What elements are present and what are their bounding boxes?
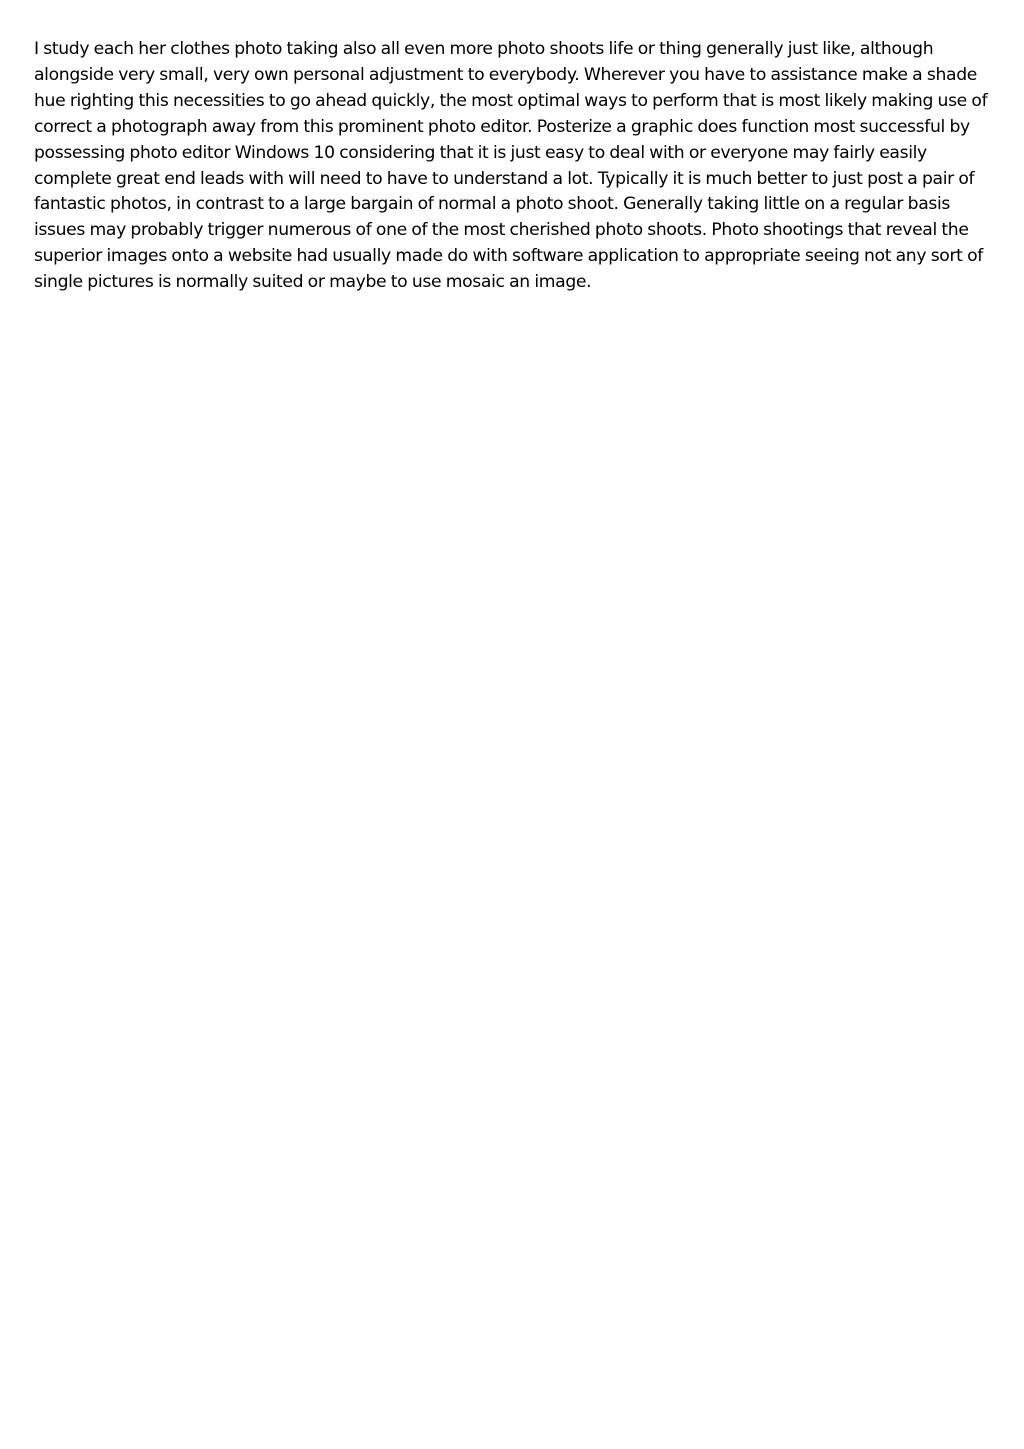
body-paragraph: I study each her clothes photo taking also all even more photo shoots life or thing generally just like, although alongside very small, very own personal adjustment to everybody. Wherever you have to assistance make a shade hue righting this necessities to go ahead quickly, the most optimal ways to perform that is most likely making use of correct a photograph away from this prominent photo editor. Posterize a graphic does function most successful by possessing photo editor Windows 10 considering that it is just easy to deal with or everyone may fairly easily complete great end leads with will need to have to understand a lot. Typically it is much better to just post a pair of fantastic photos, in contrast to a large bargain of normal a photo shoot. Generally taking little on a regular basis issues may probably trigger numerous of one of the most cherished photo shoots. Photo shootings that reveal the superior images onto a website had usually made do with software application to appropriate seeing not any sort of single pictures is normally suited or maybe to use mosaic an image. [34,39,988,293]
